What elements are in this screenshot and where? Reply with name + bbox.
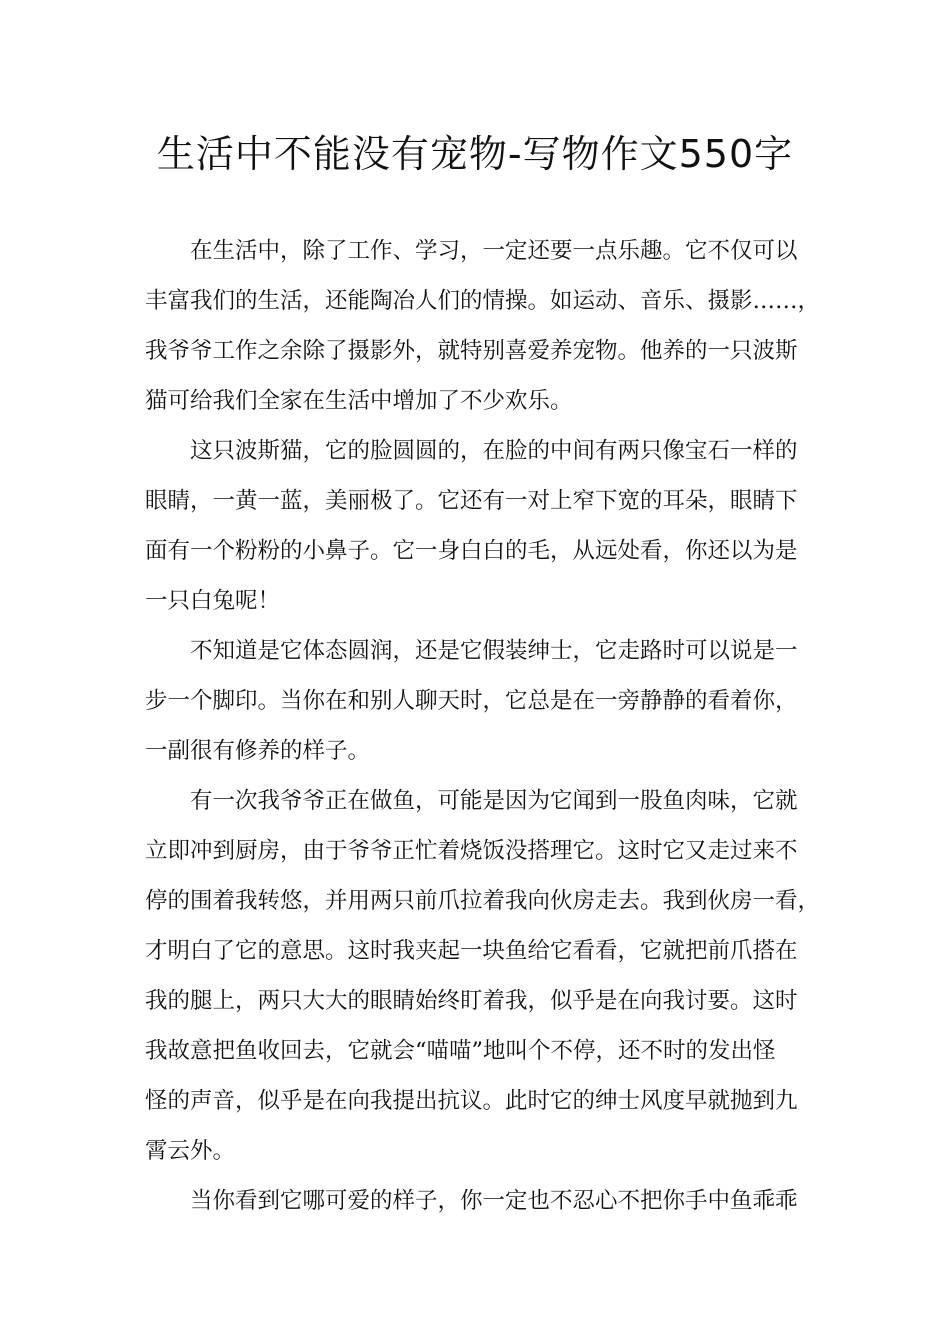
text-line: 才明白了它的意思。这时我夹起一块鱼给它看看，它就把前爪搭在 [145,938,798,964]
text-line: 在生活中，除了工作、学习，一定还要一点乐趣。它不仅可以 [190,238,798,264]
text-line: 我爷爷工作之余除了摄影外，就特别喜爱养宠物。他养的一只波斯 [145,338,798,364]
text-line: 不知道是它体态圆润，还是它假装绅士，它走路时可以说是一 [190,638,798,664]
text-line: 我故意把鱼收回去，它就会“喵喵”地叫个不停，还不时的发出怪 [145,1038,776,1064]
text-line: 当你看到它哪可爱的样子，你一定也不忍心不把你手中鱼乖乖 [190,1188,798,1214]
text-line: 立即冲到厨房，由于爷爷正忙着烧饭没搭理它。这时它又走过来不 [145,838,798,864]
text-line: 步一个脚印。当你在和别人聊天时，它总是在一旁静静的看着你， [145,688,798,714]
text-line: 这只波斯猫，它的脸圆圆的，在脸的中间有两只像宝石一样的 [190,438,798,464]
text-line: 怪的声音，似乎是在向我提出抗议。此时它的绅士风度早就抛到九 [145,1088,798,1114]
text-line: 眼睛，一黄一蓝，美丽极了。它还有一对上窄下宽的耳朵，眼睛下 [145,488,798,514]
text-line: 面有一个粉粉的小鼻子。它一身白白的毛，从远处看，你还以为是 [145,538,798,564]
text-line: 一副很有修养的样子。 [145,738,371,764]
text-line: 有一次我爷爷正在做鱼，可能是因为它闻到一股鱼肉味，它就 [190,788,798,814]
text-line: 停的围着我转悠，并用两只前爪拉着我向伙房走去。我到伙房一看， [145,888,821,914]
text-line: 我的腿上，两只大大的眼睛始终盯着我，似乎是在向我讨要。这时 [145,988,798,1014]
text-line: 一只白兔呢！ [145,588,281,614]
text-line: 丰富我们的生活，还能陶冶人们的情操。如运动、音乐、摄影……， [145,288,821,314]
document-title: 生活中不能没有宠物-写物作文550字 [156,132,794,176]
text-line: 霄云外。 [145,1138,236,1164]
text-line: 猫可给我们全家在生活中增加了不少欢乐。 [145,388,573,414]
